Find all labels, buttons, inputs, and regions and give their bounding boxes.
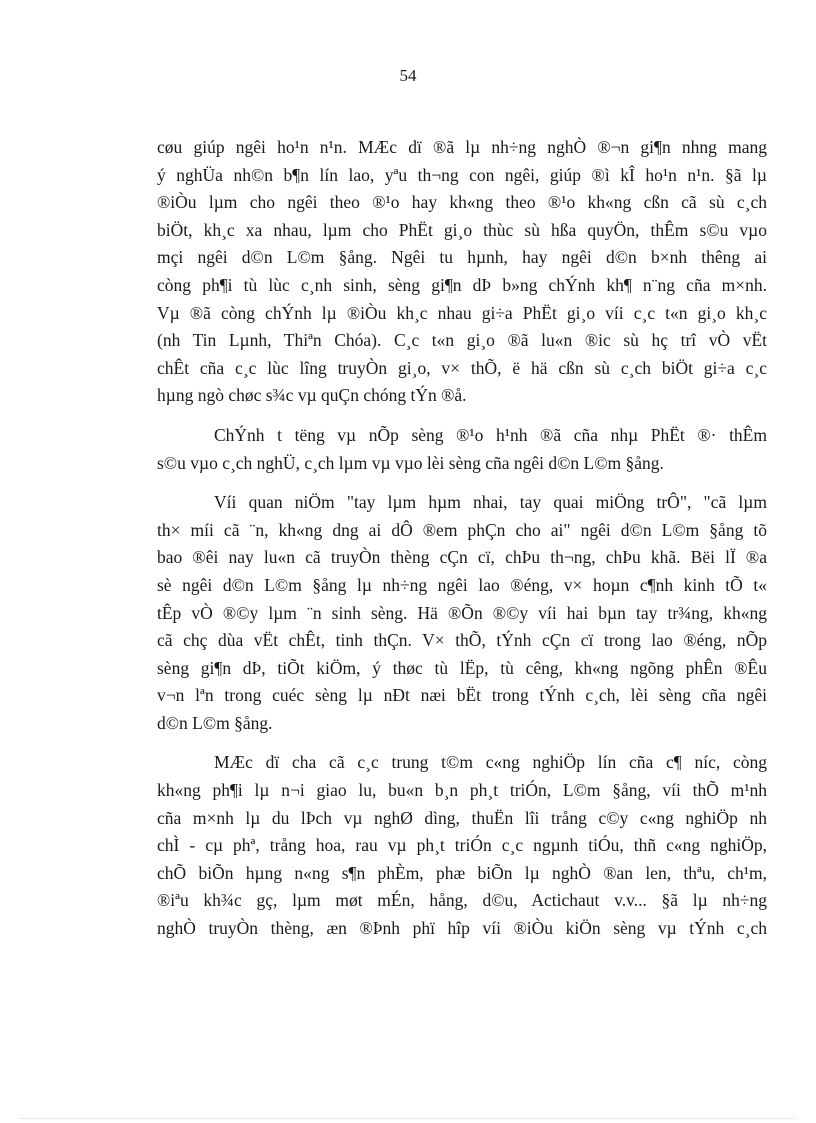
text-line: d©n L©m §ång. xyxy=(157,712,273,733)
text-line: Vµ ®ã còng chÝnh lµ ®iÒu kh¸c nhau gi÷a PhËt gi¸o víi c¸c t«n gi¸o kh¸c xyxy=(157,302,767,323)
text-line: ®iÒu lµm cho ngêi theo ®¹o hay kh«ng theo ®¹o kh«ng cßn cã sù c¸ch xyxy=(157,192,767,213)
paragraph-2 xyxy=(157,422,767,477)
bottom-divider xyxy=(20,1118,796,1119)
paragraph-4 xyxy=(157,749,767,942)
text-line: sè ngêi d©n L©m §ång lµ nh÷ng ngêi lao ®éng, v× hoµn c¶nh kinh tÕ t« xyxy=(157,574,767,595)
paragraph-1 xyxy=(157,134,767,410)
text-line: chÊt cña c¸c lùc lîng truyÒn gi¸o, v× thÕ, ë hä cßn sù c¸ch biÖt gi÷a c¸c xyxy=(157,357,767,378)
text-line: bao ®êi nay lu«n cã truyÒn thèng cÇn cï, chÞu th¬ng, chÞu khã. Bëi lÏ ®a xyxy=(157,547,767,568)
text-line: cã chç dùa vËt chÊt, tinh thÇn. V× thÕ, tÝnh cÇn cï trong lao ®éng, nÕp xyxy=(157,630,767,651)
text-line: hµng ngò chøc s¾c vµ quÇn chóng tÝn ®å. xyxy=(157,385,467,406)
paragraph-3 xyxy=(157,489,767,737)
body-text xyxy=(157,134,767,955)
text-line: cña m×nh lµ du lÞch vµ nghØ dìng, thuËn lîi trång c©y c«ng nghiÖp nh xyxy=(157,807,767,828)
text-line: th× míi cã ¨n, kh«ng dng ai dÔ ®em phÇn cho ai" ngêi d©n L©m §ång tõ xyxy=(157,519,767,540)
text-line: còng ph¶i tù lùc c¸nh sinh, sèng gi¶n dÞ b»ng chÝnh kh¶ n¨ng cña m×nh. xyxy=(157,274,767,295)
page-number: 54 xyxy=(399,66,417,85)
text-line: kh«ng ph¶i lµ n¬i giao lu, bu«n b¸n ph¸t triÓn, L©m §ång, víi thÕ m¹nh xyxy=(157,780,767,801)
text-line: Víi quan niÖm "tay lµm hµm nhai, tay quai miÖng trÔ", "cã lµm xyxy=(214,492,767,513)
text-line: ®iªu kh¾c gç, lµm møt mÉn, hång, d©u, Actichaut v.v... §ã lµ nh÷ng xyxy=(157,890,767,911)
text-line: mçi ngêi d©n L©m §ång. Ngêi tu hµnh, hay ngêi d©n b×nh thêng ai xyxy=(157,247,767,268)
text-line: MÆc dï cha cã c¸c trung t©m c«ng nghiÖp lín cña c¶ níc, còng xyxy=(214,752,767,773)
text-line: chÕ biÕn hµng n«ng s¶n phÈm, phæ biÕn lµ nghÒ ®an len, thªu, ch¹m, xyxy=(157,862,767,883)
text-line: sèng gi¶n dÞ, tiÕt kiÖm, ý thøc tù lËp, tù cêng, kh«ng ngõng phÊn ®Êu xyxy=(157,657,767,678)
text-line: biÖt, kh¸c xa nhau, lµm cho PhËt gi¸o thùc sù hßa quyÖn, thÊm s©u vµo xyxy=(157,219,767,240)
text-line: tÊp vÒ ®©y lµm ¨n sinh sèng. Hä ®Õn ®©y víi hai bµn tay tr¾ng, kh«ng xyxy=(157,602,767,623)
text-line: v¬n lªn trong cuéc sèng lµ nÐt næi bËt trong tÝnh c¸ch, lèi sèng cña ngêi xyxy=(157,685,767,706)
text-line: chÌ - cµ phª, trång hoa, rau vµ ph¸t triÓn c¸c ngµnh tiÓu, thñ c«ng nghiÖp, xyxy=(157,835,767,856)
text-line: ý nghÜa nh©n b¶n lín lao, yªu th¬ng con ngêi, giúp ®ì kÎ ho¹n n¹n. §ã lµ xyxy=(157,164,767,185)
text-line: nghÒ truyÒn thèng, æn ®Þnh phï hîp víi ®iÒu kiÖn sèng vµ tÝnh c¸ch xyxy=(157,918,767,939)
text-line: s©u vµo c¸ch nghÜ, c¸ch lµm vµ vµo lèi sèng cña ngêi d©n L©m §ång. xyxy=(157,452,664,473)
text-line: cøu giúp ngêi ho¹n n¹n. MÆc dï ®ã lµ nh÷ng nghÒ ®¬n gi¶n nhng mang xyxy=(157,137,767,157)
text-line: ChÝnh t tëng vµ nÕp sèng ®¹o h¹nh ®ã cña nhµ PhËt ®· thÊm xyxy=(214,424,767,445)
text-line: (nh Tin Lµnh, Thiªn Chóa). C¸c t«n gi¸o ®ã lu«n ®ic sù hç trî vÒ vËt xyxy=(157,330,767,351)
